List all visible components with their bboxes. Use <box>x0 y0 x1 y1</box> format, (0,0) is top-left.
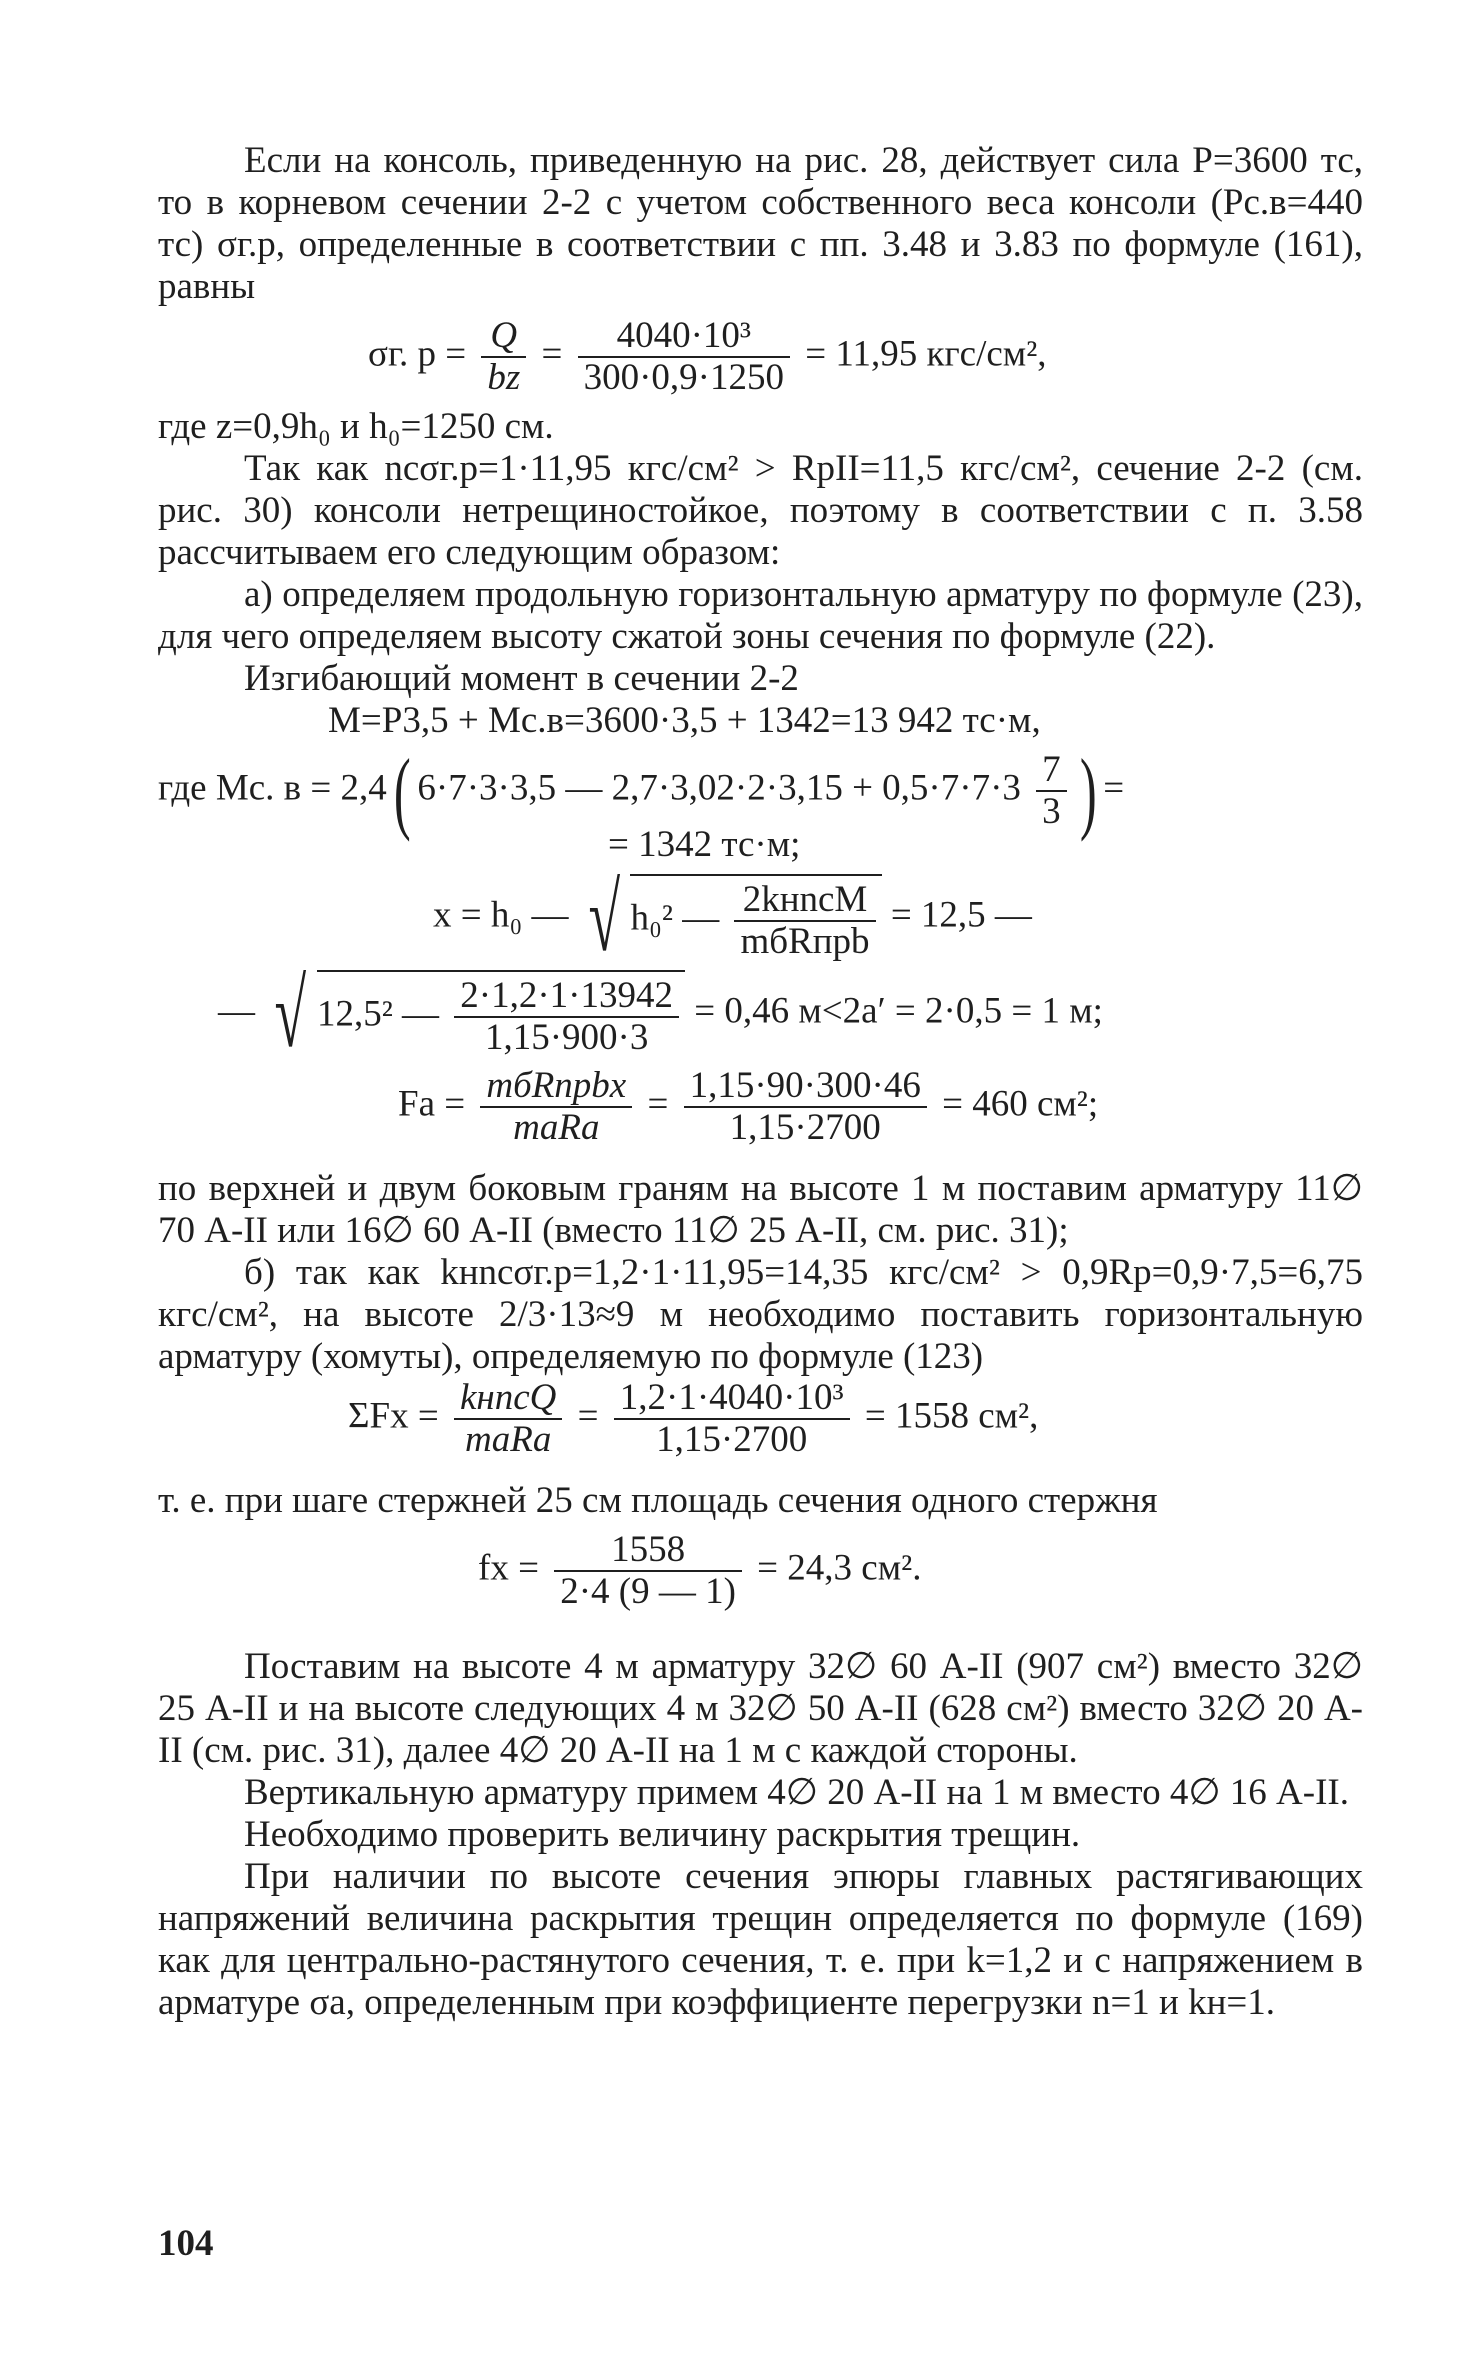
fraction-fa-general: $\frac{\text{mбRпрbx}}{\text{mаRа}}$ <box>480 1066 632 1148</box>
fraction-fa-values: $\frac{1,15\cdot 90\cdot 300\cdot 46}{1,15\cdot 2700}$ <box>684 1066 927 1148</box>
formula-moment: M=P3,5 + Mс.в=3600·3,5 + 1342=13 942 тс·м, <box>328 700 1041 741</box>
paragraph-step-a: а) определяем продольную горизонтальную арматуру по формуле (23), для чего определяем высоту сжатой зоны сечения по формуле (22). <box>158 574 1363 657</box>
formula-sumfx: ΣFх = $\frac{\text{kнnсQ}}{\text{mаRа}}$ = $\frac{\text{1,2·1·4040·10³}}{1,15\cdot 2700}$ = 1558 см², <box>348 1377 1039 1460</box>
paragraph-reinforcement-top: по верхней и двум боковым граням на высоте 1 м поставим арматуру 11∅ 70 А-II или 16∅ 60 А-II (вместо 11∅ 25 А-II, см. рис. 31); <box>158 1168 1363 1251</box>
fraction-q-bz: $\frac{Q}{bz}$ <box>481 316 526 398</box>
formula-x-values: — √ 12,5² — $\frac{2\cdot 1,2\cdot 1\cdot 13942}{1,15\cdot 900\cdot 3}$ = 0,46 м<2a′ = 2·0,5 = 1 м; <box>218 960 1103 1067</box>
paragraph-step-b: б) так как kнnсσг.р=1,2·1·11,95=14,35 кгс/см² > 0,9Rр=0,9·7,5=6,75 кгс/см², на высоте 2/3·13≈9 м необходимо поставить горизонтальную арматуру (хомуты), определяемую по формуле (123) <box>158 1252 1363 1377</box>
formula-mcv: где Mс. в = 2,4( 6·7·3·3,5 — 2,7·3,02·2·3,15 + 0,5·7·7·3 $\frac{7}{3}$ ) = <box>158 740 1125 842</box>
fraction-seven-thirds: $\frac{7}{3}$ <box>1036 750 1067 832</box>
fraction-sumfx-values: $\frac{\text{1,2·1·4040·10³}}{1,15\cdot 2700}$ <box>614 1378 850 1460</box>
fraction-x-values: $\frac{2\cdot 1,2\cdot 1\cdot 13942}{1,15\cdot 900\cdot 3}$ <box>454 976 679 1058</box>
paragraph-vertical-reinforcement: Вертикальную арматуру примем 4∅ 20 А-II на 1 м вместо 4∅ 16 А-II. <box>244 1772 1349 1813</box>
formula-sigma: σг. р = $\frac{Q}{bz}$ = $\frac{\text{4040·10³}}{300\cdot 0,9\cdot 1250}$ = 11,95 кгс/см², <box>368 315 1047 398</box>
paragraph-crack-check: Так как nсσг.р=1·11,95 кгс/см² > RрII=11,5 кгс/см², сечение 2-2 (см. рис. 30) консоли нетрещиностойкое, поэтому в соответствии с п. 3.58 рассчитываем его следующим образом: <box>158 448 1363 573</box>
fraction-sumfx-general: $\frac{\text{kнnсQ}}{\text{mаRа}}$ <box>454 1378 562 1460</box>
fraction-sigma-values: $\frac{\text{4040·10³}}{300\cdot 0,9\cdot 1250}$ <box>578 316 790 398</box>
formula-fx: fх = $\frac{1558}{2\cdot 4 (9 — 1)}$ = 24,3 см². <box>478 1529 922 1612</box>
paragraph-crack-opening-method: При наличии по высоте сечения эпюры главных растягивающих напряжений величина раскрытия трещин определяется по формуле (169) как для центрально-растянутого сечения, т. е. при k=1,2 и с напряжением в арматуре σа, определенным при коэффициенте перегрузки n=1 и kн=1. <box>158 1856 1363 2023</box>
page-body <box>158 140 1363 2024</box>
fraction-x-general: $\frac{\text{2kнnсM}}{\text{mбRпрb}}$ <box>734 880 875 962</box>
formula-x-general: x = h₀ — √ h₀² — $\frac{\text{2kнnсM}}{\text{mбRпрb}}$ = 12,5 — <box>433 864 1032 971</box>
paragraph-bending-moment: Изгибающий момент в сечении 2-2 <box>244 658 799 699</box>
page-number: 104 <box>158 2223 214 2264</box>
paragraph-crack-opening-check: Необходимо проверить величину раскрытия трещин. <box>244 1814 1081 1855</box>
paragraph-place-reinforcement: Поставим на высоте 4 м арматуру 32∅ 60 А-II (907 см²) вместо 32∅ 25 А-II и на высоте следующих 4 м 32∅ 50 А-II (628 см²) вместо 32∅ 20 А-II (см. рис. 31), далее 4∅ 20 А-II на 1 м с каждой стороны. <box>158 1646 1363 1771</box>
paragraph-z-definition: где z=0,9h₀ и h₀=1250 см. <box>158 406 554 447</box>
sqrt-sign: √ <box>588 864 620 971</box>
paragraph-bar-spacing: т. е. при шаге стержней 25 см площадь сечения одного стержня <box>158 1480 1158 1521</box>
fraction-fx: $\frac{1558}{2\cdot 4 (9 — 1)}$ <box>554 1530 742 1612</box>
formula-fa: Fа = $\frac{\text{mбRпрbx}}{\text{mаRа}}$ = $\frac{1,15\cdot 90\cdot 300\cdot 46}{1,15\cdot 2700}$ = 460 см²; <box>398 1065 1099 1148</box>
formula-mcv-result: = 1342 тс·м; <box>608 824 801 865</box>
sqrt-sign: √ <box>274 960 307 1067</box>
paragraph-intro: Если на консоль, приведенную на рис. 28, действует сила P=3600 тс, то в корневом сечении 2-2 с учетом собственного веса консоли (Pс.в=440 тс) σг.р, определенные в соответствии с пп. 3.48 и 3.83 по формуле (161), равны <box>158 140 1363 307</box>
